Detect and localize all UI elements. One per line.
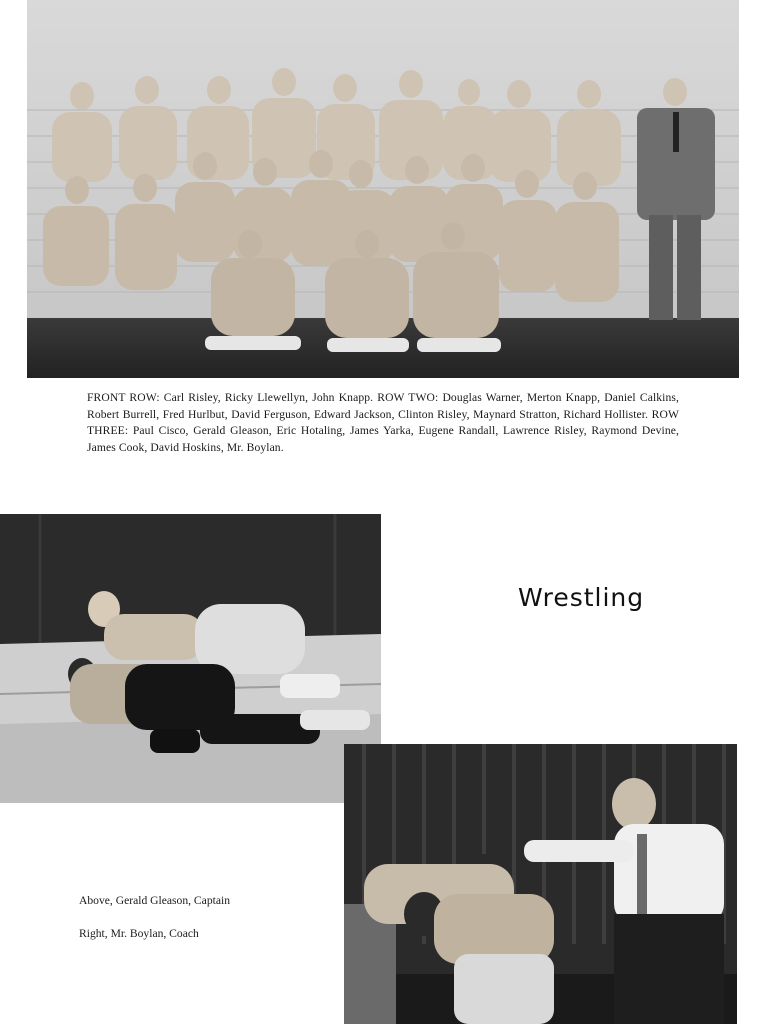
coach-caption: Right, Mr. Boylan, Coach <box>79 927 199 940</box>
team-group-photo <box>27 0 739 378</box>
team-photo-caption: FRONT ROW: Carl Risley, Ricky Llewellyn, John Knapp. ROW TWO: Douglas Warner, Merton Knapp, Daniel Calkins, Robert Burrell, Fred Hurlbut, David Ferguson, Edward Jackson, Clinton Risley, Maynard Stratton, Richard Hollister. ROW THREE: Paul Cisco, Gerald Gleason, Eric Hotaling, James Yarka, Eugene Randall, Lawrence Risley, Raymond Devine, James Cook, David Hoskins, Mr. Boylan. <box>87 391 679 454</box>
wrestling-action-photo <box>0 514 381 803</box>
coach-demonstration-photo <box>344 744 737 1024</box>
page-title: Wrestling <box>518 583 645 612</box>
captain-caption: Above, Gerald Gleason, Captain <box>79 894 230 907</box>
